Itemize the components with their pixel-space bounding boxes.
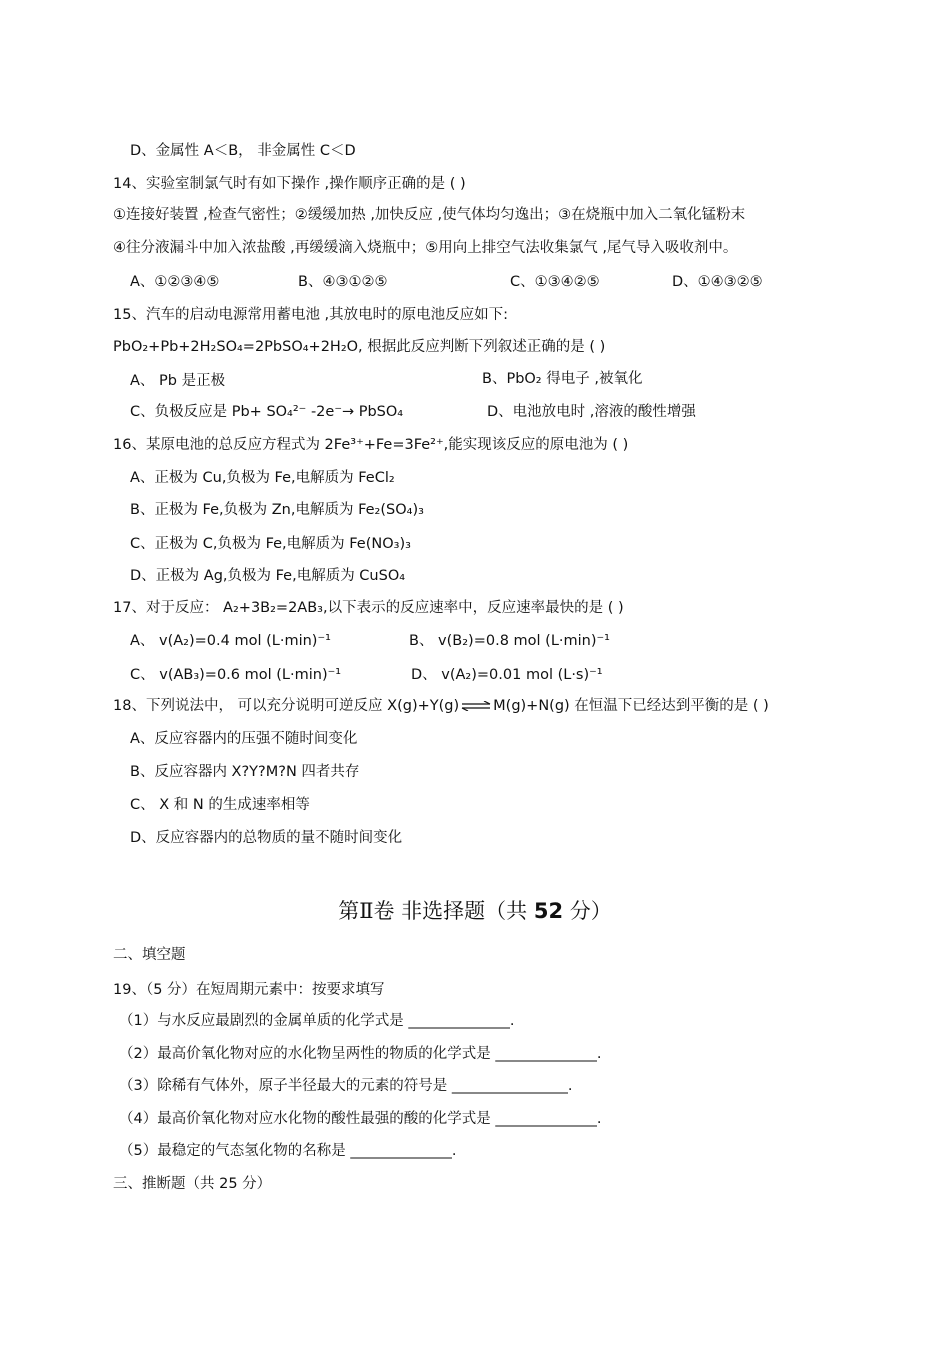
text-line-q18a: A、反应容器内的压强不随时间变化 (130, 731, 358, 747)
text-line-q18d: D、反应容器内的总物质的量不随时间变化 (130, 830, 403, 846)
reversible-arrow-icon (461, 701, 491, 711)
text-line-q18c: C、 X 和 N 的生成速率相等 (130, 797, 310, 813)
text-line-q19s5: （5）最稳定的气态氢化物的名称是 ______________. (119, 1143, 457, 1159)
text-line-q19s2: （2）最高价氧化物对应的水化物呈两性的物质的化学式是 ______________. (119, 1046, 602, 1062)
text-line-q13d: D、金属性 A＜B， 非金属性 C＜D (130, 143, 356, 159)
text-line-q16: 16、某原电池的总反应方程式为 2Fe³⁺+Fe=3Fe²⁺,能实现该反应的原电池为 ( ) (113, 437, 629, 453)
text-line-sec2: 二、填空题 (113, 947, 186, 963)
text-line-q18b: B、反应容器内 X?Y?M?N 四者共存 (130, 764, 360, 780)
text-line-q15d: D、电池放电时 ,溶液的酸性增强 (487, 404, 696, 420)
text-line-q19s3: （3）除稀有气体外，原子半径最大的元素的符号是 ________________. (119, 1078, 573, 1094)
text-line-q19s1: （1）与水反应最剧烈的金属单质的化学式是 ______________. (119, 1013, 515, 1029)
question-18-stem (113, 697, 769, 715)
text-line-q16d: D、正极为 Ag,负极为 Fe,电解质为 CuSO₄ (130, 568, 406, 584)
section-title-prefix: 第Ⅱ卷 非选择题（共 (338, 899, 534, 923)
text-line-sec3: 三、推断题（共 25 分） (113, 1176, 272, 1192)
text-line-q17a: A、 v(A₂)=0.4 mol (L·min)⁻¹ (130, 633, 331, 649)
text-line-q14b: B、④③①②⑤ (298, 274, 388, 290)
text-line-q15: 15、汽车的启动电源常用蓄电池 ,其放电时的原电池反应如下: (113, 307, 509, 323)
text-line-q14c: C、①③④②⑤ (510, 274, 600, 290)
text-line-q15c: C、负极反应是 Pb+ SO₄²⁻ -2e⁻→ PbSO₄ (130, 404, 404, 420)
text-line-q19s4: （4）最高价氧化物对应水化物的酸性最强的酸的化学式是 ______________. (119, 1111, 602, 1127)
question-18-rest-text: M(g)+N(g) 在恒温下已经达到平衡的是 ( ) (493, 698, 769, 714)
text-line-q14a: A、①②③④⑤ (130, 274, 220, 290)
text-line-q14d: D、①④③②⑤ (672, 274, 763, 290)
question-18-stem-text: 18、下列说法中， 可以充分说明可逆反应 X(g)+Y(g) (113, 698, 460, 714)
text-line-q17c: C、 v(AB₃)=0.6 mol (L·min)⁻¹ (130, 667, 342, 683)
text-line-q14s1: ①连接好装置 ,检查气密性；②缓缓加热 ,加快反应 ,使气体均匀逸出；③在烧瓶中加入二氧化锰粉末 (113, 207, 746, 223)
text-line-q15a: A、 Pb 是正极 (130, 373, 226, 389)
text-line-q16a: A、正极为 Cu,负极为 Fe,电解质为 FeCl₂ (130, 470, 395, 486)
text-line-q14s2: ④往分液漏斗中加入浓盐酸 ,再缓缓滴入烧瓶中；⑤用向上排空气法收集氯气 ,尾气导入吸收剂中。 (113, 240, 738, 256)
text-line-q17: 17、对于反应： A₂+3B₂=2AB₃,以下表示的反应速率中，反应速率最快的是 ( ) (113, 600, 624, 616)
text-line-q16c: C、正极为 C,负极为 Fe,电解质为 Fe(NO₃)₃ (130, 536, 411, 552)
text-line-q16b: B、正极为 Fe,负极为 Zn,电解质为 Fe₂(SO₄)₃ (130, 502, 424, 518)
text-line-q15b: B、PbO₂ 得电子 ,被氧化 (482, 371, 643, 387)
text-line-q19: 19、（5 分）在短周期元素中：按要求填写 (113, 982, 385, 998)
text-line-q15eq: PbO₂+Pb+2H₂SO₄=2PbSO₄+2H₂O, 根据此反应判断下列叙述正确的是 ( ) (113, 339, 606, 355)
section-title-score: 52 (533, 899, 564, 923)
section-title-suffix: 分） (563, 899, 612, 923)
text-line-q17d: D、 v(A₂)=0.01 mol (L·s)⁻¹ (411, 667, 603, 683)
text-line-q17b: B、 v(B₂)=0.8 mol (L·min)⁻¹ (409, 633, 610, 649)
text-line-q14: 14、实验室制氯气时有如下操作 ,操作顺序正确的是 ( ) (113, 176, 466, 192)
section-title (0, 898, 950, 924)
